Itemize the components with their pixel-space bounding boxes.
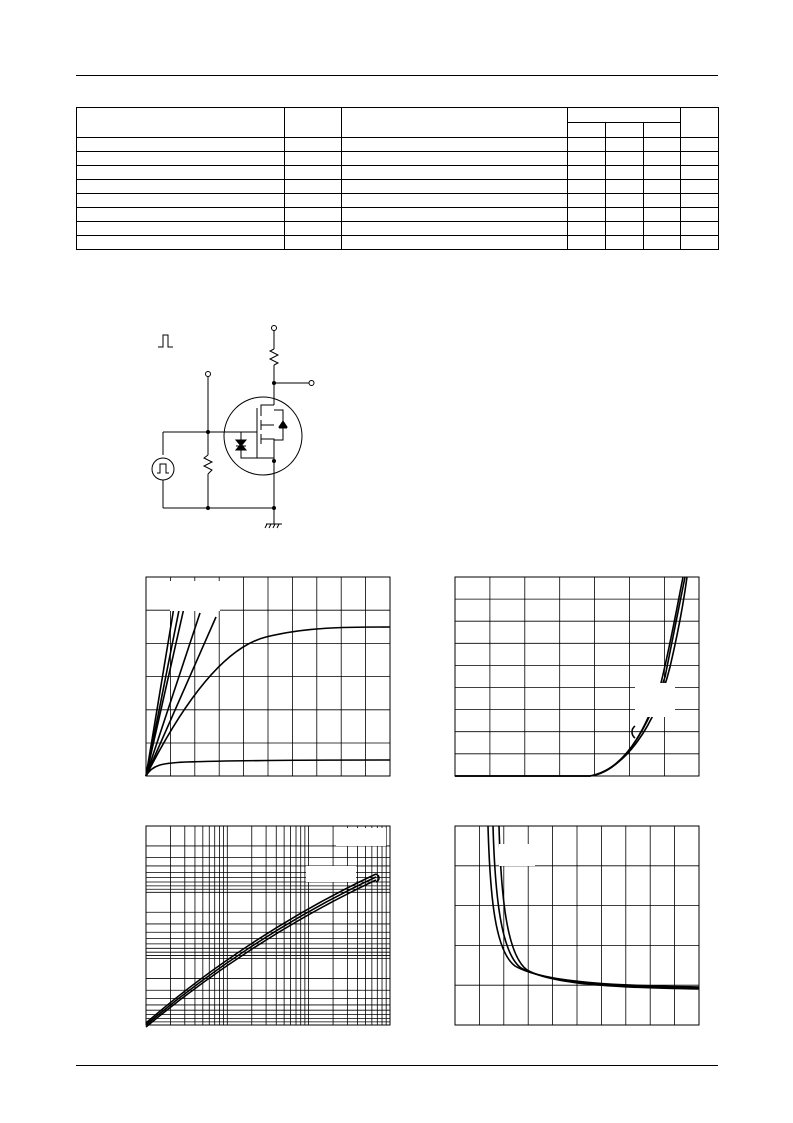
- drain-supply-terminal: [272, 326, 277, 331]
- ground-symbol: [265, 524, 282, 528]
- gate-protection-diodes: [236, 440, 246, 450]
- output-characteristics-chart: [146, 577, 391, 777]
- curve: [146, 877, 376, 1025]
- body-diode: [279, 421, 287, 428]
- legend-mask: [635, 683, 675, 717]
- curve: [146, 599, 186, 776]
- test-circuit-diagram: [0, 0, 793, 560]
- mosfet-outline: [224, 397, 302, 475]
- gate-supply-terminal: [206, 372, 211, 377]
- curve: [455, 577, 683, 776]
- pulse-generator: [152, 458, 174, 480]
- forward-transfer-admittance-chart: [146, 826, 391, 1026]
- on-resistance-chart: [455, 826, 700, 1026]
- pulse-symbol: [158, 335, 173, 347]
- output-terminal: [309, 381, 314, 386]
- load-resistor: [270, 349, 278, 365]
- legend-mask: [170, 581, 220, 611]
- footer-rule: [76, 1065, 718, 1066]
- legend-mask: [306, 866, 356, 882]
- legend-mask: [499, 844, 535, 866]
- legend-mask: [336, 828, 386, 846]
- gate-resistor: [204, 455, 212, 474]
- curve: [146, 617, 216, 776]
- transfer-characteristics-chart: [455, 577, 700, 777]
